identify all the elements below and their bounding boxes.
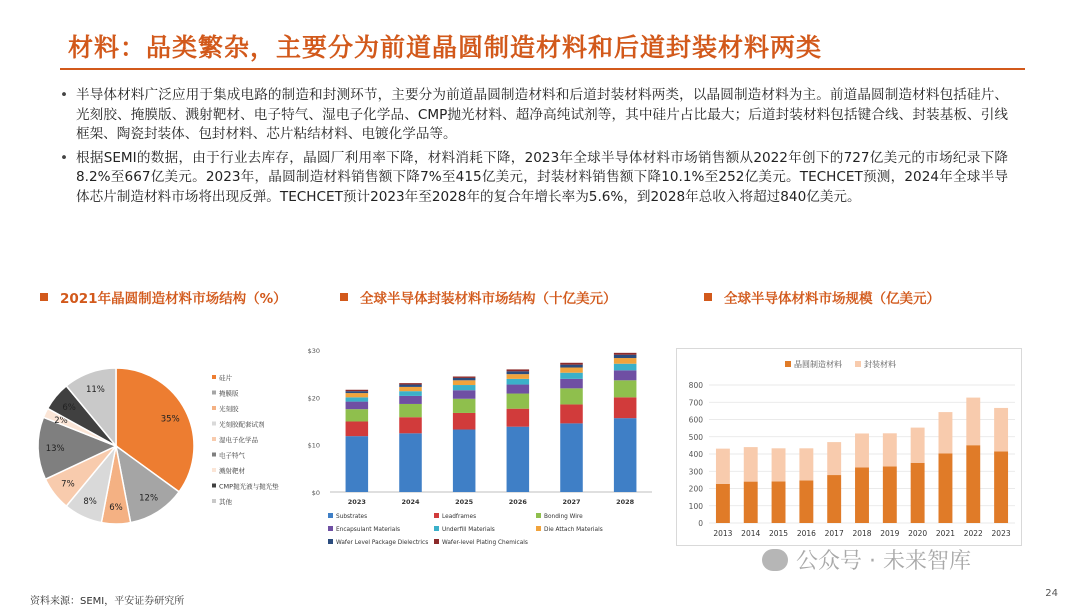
legend-label: 硅片 xyxy=(219,374,232,382)
bar-segment xyxy=(453,385,476,390)
bar-segment xyxy=(346,421,369,436)
bar-segment xyxy=(614,355,637,358)
page-title: 材料：品类繁杂，主要分为前道晶圆制造材料和后道封装材料两类 xyxy=(68,33,823,62)
legend-label: Underfill Materials xyxy=(442,527,495,533)
bar-segment xyxy=(614,353,637,355)
legend-label: Leadframes xyxy=(442,514,477,520)
legend-label: 溅射靶材 xyxy=(219,467,245,475)
bar-segment xyxy=(772,481,786,523)
source-note: 资料来源：SEMI，平安证券研究所 xyxy=(30,596,185,607)
bar-segment xyxy=(560,388,583,404)
bar-segment xyxy=(939,453,953,523)
legend-swatch xyxy=(785,361,791,367)
bar-segment xyxy=(744,482,758,523)
y-tick-label: 0 xyxy=(698,519,703,528)
legend-swatch xyxy=(434,539,439,544)
legend-swatch xyxy=(328,513,333,518)
x-tick-label: 2023 xyxy=(347,498,366,506)
bar-segment xyxy=(744,447,758,482)
packaging-stacked-bar-chart xyxy=(300,338,662,556)
legend-label: 封装材料 xyxy=(864,360,896,369)
bar-segment xyxy=(560,404,583,423)
legend-label: 其他 xyxy=(219,498,232,506)
bar-segment xyxy=(966,398,980,446)
legend-label: 湿电子化学品 xyxy=(219,436,258,444)
bar-segment xyxy=(507,379,530,385)
legend-swatch xyxy=(212,406,216,410)
pie-data-label: 6% xyxy=(109,502,123,513)
pie-data-label: 8% xyxy=(83,497,97,508)
bar-segment xyxy=(453,380,476,385)
bar-segment xyxy=(507,369,530,371)
legend-label: Wafer Level Package Dielectrics xyxy=(336,540,429,546)
pie-data-label: 35% xyxy=(160,414,180,425)
legend-swatch xyxy=(536,513,541,518)
y-tick-label: 200 xyxy=(688,484,703,494)
bar-segment xyxy=(507,385,530,394)
bar-segment xyxy=(507,427,530,492)
bar-segment xyxy=(614,397,637,418)
bar-segment xyxy=(855,433,869,467)
x-tick-label: 2015 xyxy=(768,529,789,538)
bar-segment xyxy=(399,417,422,433)
bullet-list xyxy=(58,86,1008,211)
bar-segment xyxy=(883,433,897,466)
legend-label: Encapsulant Materials xyxy=(336,527,400,533)
pie-data-label: 11% xyxy=(85,384,105,395)
bar-segment xyxy=(560,379,583,388)
bar-segment xyxy=(614,370,637,380)
watermark: 公众号 · 未来智库 xyxy=(762,544,971,575)
square-bullet-icon xyxy=(340,293,348,301)
x-tick-label: 2025 xyxy=(455,498,474,506)
legend-swatch xyxy=(212,391,216,395)
bar-segment xyxy=(453,430,476,492)
bar-segment xyxy=(614,418,637,492)
y-tick-label: $10 xyxy=(307,441,320,450)
bar-segment xyxy=(939,412,953,453)
bar-segment xyxy=(399,391,422,396)
bar-segment xyxy=(507,374,530,379)
y-tick-label: 100 xyxy=(688,501,703,511)
bar-segment xyxy=(453,413,476,430)
x-tick-label: 2022 xyxy=(963,529,983,538)
x-tick-label: 2024 xyxy=(401,498,420,506)
legend-swatch xyxy=(434,513,439,518)
x-tick-label: 2016 xyxy=(796,529,816,538)
bar-segment xyxy=(507,409,530,427)
bar-segment xyxy=(346,393,369,397)
x-tick-label: 2027 xyxy=(562,498,581,506)
bar-segment xyxy=(560,373,583,379)
pie-data-label: 6% xyxy=(62,403,76,414)
square-bullet-icon xyxy=(40,293,48,301)
y-tick-label: 300 xyxy=(688,467,703,477)
bar-segment xyxy=(399,433,422,492)
bar-segment xyxy=(994,451,1008,523)
legend-swatch xyxy=(212,468,216,472)
bar-segment xyxy=(507,371,530,374)
bar-segment xyxy=(911,463,925,523)
bar-segment xyxy=(614,364,637,371)
bar-segment xyxy=(346,397,369,401)
pie-chart xyxy=(20,360,320,530)
y-tick-label: 500 xyxy=(688,432,703,442)
x-tick-label: 2028 xyxy=(616,498,635,506)
bullet-item: • 根据SEMI的数据，由于行业去库存，晶圆厂利用率下降，材料消耗下降，2023年全球半导体材料市场销售额从2022年创下的727亿美元的市场纪录下降8.2%至667亿美元。2023年，晶圆制造材料销售额下降7%至415亿美元，封装材料销售额下降10.1%至252亿美元。TECHCET预测，2024年全球半导体芯片制造材料市场将出现反弹。TECHCET预计2023年至2028年的复合年增长率为5.6%，到2028年总收入将超过840亿美元。 xyxy=(58,149,1008,208)
x-tick-label: 2020 xyxy=(908,529,928,538)
market-size-chart-panel xyxy=(676,348,1022,546)
legend-label: 电子特气 xyxy=(219,451,245,460)
bar-segment xyxy=(399,396,422,404)
pie-data-label: 12% xyxy=(139,493,159,504)
bar-segment xyxy=(911,428,925,463)
legend-swatch xyxy=(328,539,333,544)
page-number: 24 xyxy=(1045,588,1058,599)
legend-swatch xyxy=(855,361,861,367)
market-size-chart-title: 全球半导体材料市场规模（亿美元） xyxy=(704,290,1024,308)
bar-segment xyxy=(507,394,530,409)
packaging-chart-title: 全球半导体封装材料市场结构（十亿美元） xyxy=(340,290,660,308)
bar-segment xyxy=(716,449,730,484)
bar-segment xyxy=(453,377,476,378)
legend-label: 晶圆制造材料 xyxy=(794,360,842,369)
legend-swatch xyxy=(212,499,216,503)
x-tick-label: 2017 xyxy=(824,529,844,538)
bar-segment xyxy=(966,445,980,523)
bar-segment xyxy=(560,423,583,492)
bullet-item: • 半导体材料广泛应用于集成电路的制造和封测环节，主要分为前道晶圆制造材料和后道封装材料两类，以晶圆制造材料为主。前道晶圆制造材料包括硅片、光刻胶、掩膜版、溅射靶材、电子特气、湿电子化学品、CMP抛光材料、超净高纯试剂等，其中硅片占比最大；后道封装材料包括键合线、封装基板、引线框架、陶瓷封装体、包封材料、芯片粘结材料、电镀化学品等。 xyxy=(58,86,1008,145)
legend-swatch xyxy=(212,422,216,426)
legend-swatch xyxy=(212,375,216,379)
bar-segment xyxy=(399,404,422,417)
pie-data-label: 13% xyxy=(45,443,65,454)
bar-segment xyxy=(399,385,422,387)
bar-segment xyxy=(346,391,369,393)
y-tick-label: $0 xyxy=(311,489,320,497)
x-tick-label: 2014 xyxy=(741,529,761,538)
title-divider xyxy=(60,68,1025,70)
market-size-stacked-bar-chart xyxy=(677,349,1023,547)
x-tick-label: 2026 xyxy=(508,498,527,506)
bar-segment xyxy=(399,383,422,384)
bar-segment xyxy=(346,409,369,421)
y-tick-label: $20 xyxy=(307,394,320,403)
y-tick-label: 400 xyxy=(688,450,703,459)
bar-segment xyxy=(560,368,583,373)
bar-segment xyxy=(772,448,786,481)
pie-data-label: 2% xyxy=(54,416,68,427)
y-tick-label: $30 xyxy=(307,347,320,355)
y-tick-label: 800 xyxy=(688,381,703,390)
legend-label: Bonding Wire xyxy=(544,514,583,520)
bar-segment xyxy=(994,408,1008,451)
x-tick-label: 2021 xyxy=(935,529,956,538)
bar-segment xyxy=(346,436,369,492)
legend-label: 光刻胶 xyxy=(219,405,239,413)
pie-data-label: 7% xyxy=(61,479,75,490)
bar-segment xyxy=(399,387,422,391)
bar-segment xyxy=(453,378,476,380)
bar-segment xyxy=(614,358,637,364)
legend-swatch xyxy=(212,453,216,457)
x-tick-label: 2018 xyxy=(852,529,872,538)
legend-swatch xyxy=(434,526,439,531)
bar-segment xyxy=(453,390,476,399)
pie-chart-title: 2021年晶圆制造材料市场结构（%） xyxy=(40,290,340,308)
bar-segment xyxy=(799,480,813,523)
legend-swatch xyxy=(212,437,216,441)
legend-label: Wafer-level Plating Chemicals xyxy=(442,540,528,546)
bar-segment xyxy=(560,365,583,368)
legend-swatch xyxy=(212,484,216,488)
bar-segment xyxy=(614,380,637,397)
x-tick-label: 2019 xyxy=(880,529,900,538)
square-bullet-icon xyxy=(704,293,712,301)
legend-swatch xyxy=(328,526,333,531)
wechat-icon xyxy=(762,549,788,571)
x-tick-label: 2013 xyxy=(713,529,733,538)
bar-segment xyxy=(883,466,897,523)
legend-label: Die Attach Materials xyxy=(544,527,603,533)
legend-label: CMP抛光液与抛光垫 xyxy=(219,482,279,491)
bar-segment xyxy=(346,402,369,410)
legend-label: 光刻胶配套试剂 xyxy=(219,420,265,429)
bar-segment xyxy=(560,363,583,365)
bar-segment xyxy=(827,475,841,523)
y-tick-label: 700 xyxy=(688,398,703,408)
bar-segment xyxy=(827,442,841,475)
y-tick-label: 600 xyxy=(688,415,703,425)
bar-segment xyxy=(799,448,813,480)
bar-segment xyxy=(716,484,730,523)
legend-label: Substrates xyxy=(336,514,368,520)
legend-label: 掩膜版 xyxy=(219,389,239,398)
legend-swatch xyxy=(536,526,541,531)
bar-segment xyxy=(346,390,369,391)
x-tick-label: 2023 xyxy=(991,529,1011,538)
bar-segment xyxy=(453,399,476,413)
bar-segment xyxy=(855,467,869,523)
